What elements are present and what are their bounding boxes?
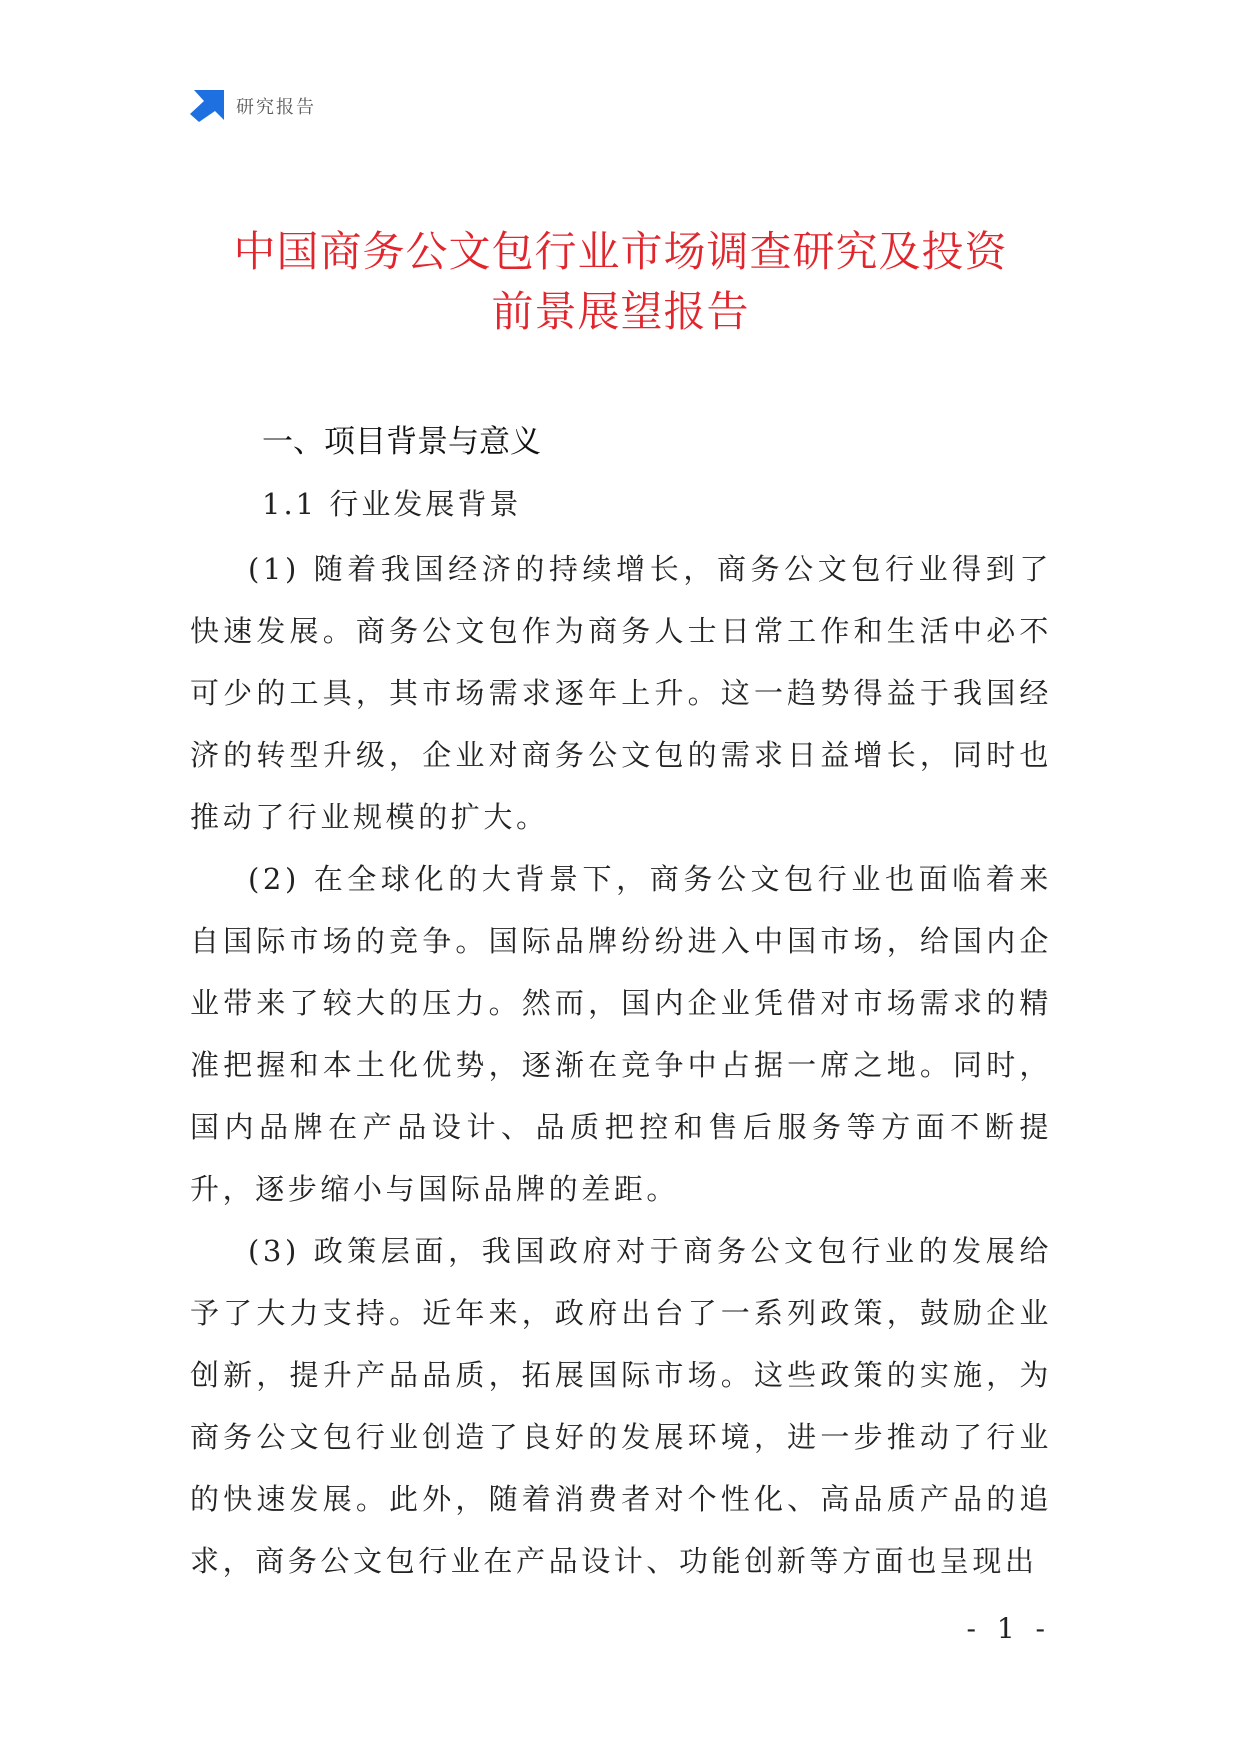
document-title	[150, 222, 1091, 342]
page-header	[190, 88, 316, 124]
arrow-up-right-icon	[190, 90, 224, 122]
paragraph-1: (1) 随着我国经济的持续增长，商务公文包行业得到了快速发展。商务公文包作为商务人士日常工作和生活中必不可少的工具，其市场需求逐年上升。这一趋势得益于我国经济的转型升级，企业对商务公文包的需求日益增长，同时也推动了行业规模的扩大。	[190, 552, 1052, 834]
paragraph-2: (2) 在全球化的大背景下，商务公文包行业也面临着来自国际市场的竞争。国际品牌纷纷进入中国市场，给国内企业带来了较大的压力。然而，国内企业凭借对市场需求的精准把握和本土化优势，逐渐在竞争中占据一席之地。同时，国内品牌在产品设计、品质把控和售后服务等方面不断提升，逐步缩小与国际品牌的差距。	[190, 862, 1052, 1206]
page-number: - 1 -	[966, 1612, 1051, 1645]
header-label: 研究报告	[236, 97, 316, 118]
body-text	[190, 538, 1052, 1592]
section-heading: 一、项目背景与意义	[262, 424, 541, 460]
paragraph-3: (3) 政策层面，我国政府对于商务公文包行业的发展给予了大力支持。近年来，政府出台了一系列政策，鼓励企业创新，提升产品品质，拓展国际市场。这些政策的实施，为商务公文包行业创造了良好的发展环境，进一步推动了行业的快速发展。此外，随着消费者对个性化、高品质产品的追求，商务公文包行业在产品设计、功能创新等方面也呈现出	[190, 1234, 1052, 1578]
title-line-2: 前景展望报告	[491, 287, 750, 336]
sub-heading: 1.1 行业发展背景	[262, 487, 522, 521]
title-line-1: 中国商务公文包行业市场调查研究及投资	[233, 227, 1008, 276]
